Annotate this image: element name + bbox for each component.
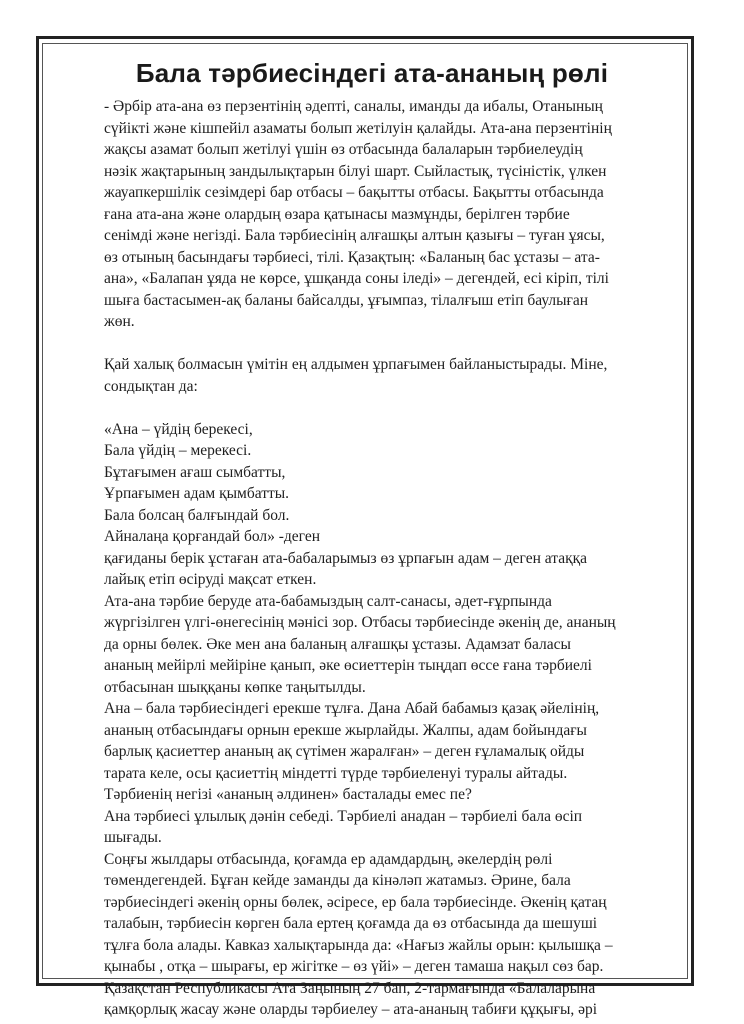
text-line: барлық қасиеттер ананың ақ сүтімен жаралған» – деген ғұламалық ойды	[104, 743, 585, 760]
text-line: Қай халық болмасын үмітін ең алдымен ұрпағымен байланыстырады. Міне,	[104, 356, 608, 373]
text-line: тұлға бола алады. Кавказ халықтарында да: «Нағыз жайлы орын: қылышқа –	[104, 936, 613, 954]
text-line: - Әрбір ата-ана өз перзентінің әдепті, саналы, иманды да ибалы, Отанының	[104, 98, 603, 115]
poem-line: Бала үйдің – мерекесі.	[104, 442, 252, 459]
poem-line: Бұтағымен ағаш сымбатты,	[104, 463, 286, 481]
text-line: ана», «Балапан ұяда не көрсе, ұшқанда соны іледі» – дегендей, есі кіріп, тілі	[104, 270, 609, 287]
paragraph-main	[104, 548, 664, 1021]
paragraph-gap	[104, 333, 664, 355]
text-line: нәзік жақтарының зандылықтарын білуі шарт. Сыйластық, түсіністік, үлкен	[104, 162, 607, 180]
text-line: тәрбиесіндегі әкенің орны бөлек, әсіресе, ер бала тәрбиесінде. Әкенің қатаң	[104, 893, 607, 911]
document-title: Бала тәрбиесіндегі ата-ананың рөлі	[135, 58, 609, 88]
text-line: қағиданы берік ұстаған ата-бабаларымыз өз ұрпағын адам – деген атаққа	[104, 549, 588, 567]
document-body	[104, 96, 664, 1021]
text-line: өз отының басындағы тәрбиесі, тілі. Қазақтың: «Баланың бас ұстазы – ата-	[104, 248, 600, 266]
text-line: жүргізілген үлгі-өнегесінің мәнісі зор. Отбасы тәрбиесінде әкенің де, ананың	[104, 614, 616, 631]
text-line: отбасынан шыққаны көпке таңытылды.	[104, 678, 366, 696]
text-line: Тәрбиенің негізі «ананың әлдинен» басталады емес пе?	[104, 786, 472, 803]
text-line: Қазақстан Республикасы Ата Заңының 27 бап, 2-тармағында «Балаларына	[104, 979, 596, 997]
text-line: сондықтан да:	[104, 377, 198, 395]
text-line: тарата келе, осы қасиеттің міндетті түрде тәрбиеленуі туралы айтады.	[104, 764, 568, 782]
text-line: Соңғы жылдары отбасында, қоғамда ер адамдардың, әкелердің рөлі	[104, 850, 553, 868]
text-line: Ата-ана тәрбие беруде ата-бабамыздың салт-санасы, әдет-ғұрпында	[104, 592, 552, 610]
text-line: қынабы , отқа – шырағы, ер жігітке – өз үйі» – деген тамаша нақыл сөз бар.	[104, 958, 604, 975]
text-line: жақсы азамат болып жетілуі үшін өз отбасында балаларын тәрбиелеудің	[104, 141, 583, 158]
text-line: лайық етіп өсіруді мақсат еткен.	[104, 571, 317, 588]
text-line: да орны бөлек. Әке мен ана баланың алғашқы ұстазы. Адамзат баласы	[104, 635, 571, 653]
text-line: ғана ата-ана және олардың өзара қатынасы мазмұнды, берілген тәрбие	[104, 205, 570, 223]
paragraph-nation	[104, 354, 664, 397]
text-line: талабын, тәрбиесін көрген бала ертең қоғамда да өз отбасында да шешуші	[104, 915, 598, 932]
text-line: Ана тәрбиесі ұлылық дәнін себеді. Тәрбиелі анадан – тәрбиелі бала өсіп	[104, 807, 583, 825]
poem-line: Айналаңа қорғандай бол» -деген	[104, 528, 321, 545]
text-line: шығады.	[104, 829, 162, 846]
poem-line: Ұрпағымен адам қымбатты.	[104, 485, 290, 502]
text-line: ананың отбасындағы орнын ерекше жырлайды. Жалпы, адам бойындағы	[104, 721, 587, 739]
poem-quote	[104, 419, 664, 548]
text-line: төмендегендей. Бұған кейде заманды да кінәләп жатамыз. Әрине, бала	[104, 872, 571, 889]
paragraph-intro	[104, 96, 664, 333]
text-line: сенімді және негізді. Бала тәрбиесінің алғашқы алтын қазығы – туған ұясы,	[104, 227, 605, 244]
text-line: жөн.	[104, 313, 135, 330]
text-line: шыға бастасымен-ақ баланы байсалды, ұғымпаз, тілалғыш етіп баулыған	[104, 291, 589, 309]
text-line: жауапкершілік сезімдері бар отбасы – бақытты отбасы. Бақытты отбасында	[104, 184, 604, 201]
text-line: сүйікті және кішпейіл азаматы болып жетілуін қалайды. Ата-ана перзентінің	[104, 119, 612, 137]
paragraph-gap	[104, 397, 664, 419]
poem-line: Бала болсаң балғындай бол.	[104, 506, 290, 524]
poem-line: «Ана – үйдің берекесі,	[104, 420, 253, 438]
text-line: қамқорлық жасау және оларды тәрбиелеу – ата-ананың табиғи құқығы, әрі	[104, 1001, 598, 1018]
text-line: ананың мейірлі мейіріне қанып, әке өсиеттерін тыңдап өссе ғана тәрбиелі	[104, 657, 592, 674]
text-line: Ана – бала тәрбиесіндегі ерекше тұлға. Дана Абай бабамыз қазақ әйелінің,	[104, 700, 600, 717]
